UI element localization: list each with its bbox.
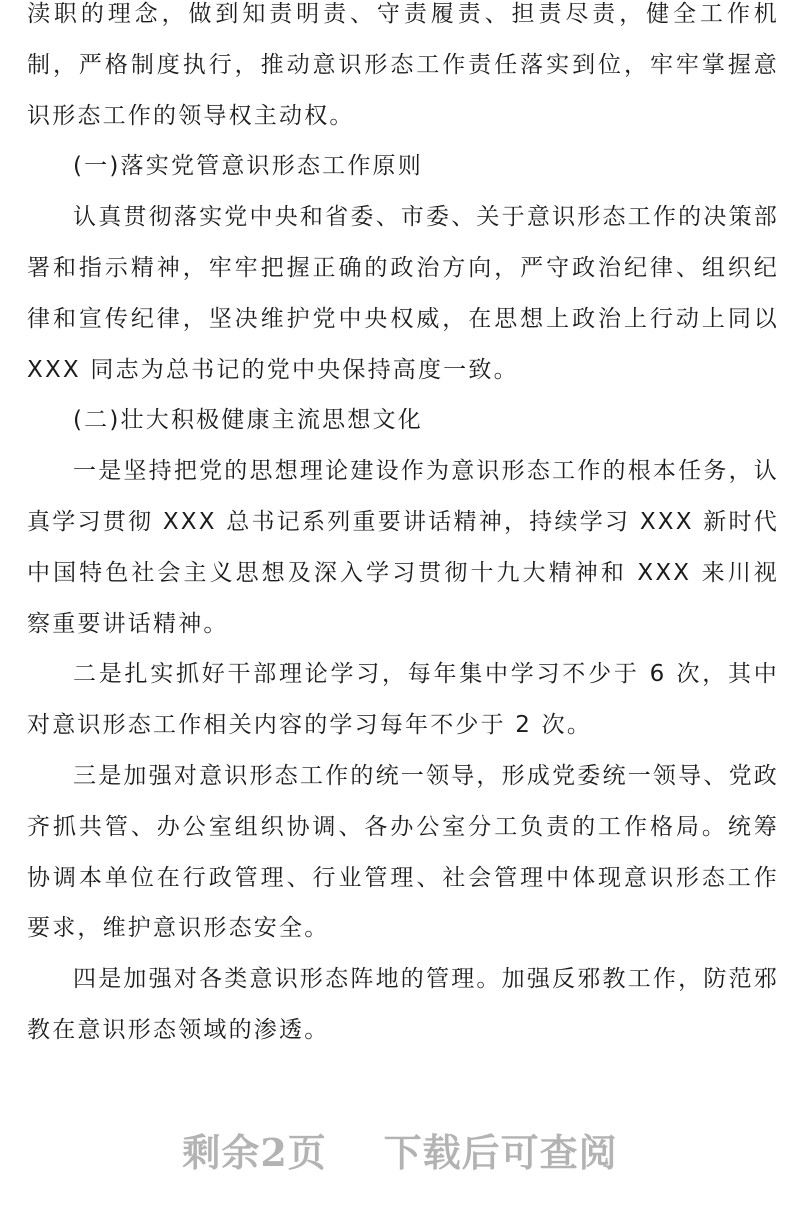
paragraph-point-3: 三是加强对意识形态工作的统一领导，形成党委统一领导、党政齐抓共管、办公室组织协调、各办公室分工负责的工作格局。统筹协调本单位在行政管理、行业管理、社会管理中体现意识形态工作要求，维护意识形态安全。	[27, 762, 779, 942]
paragraph-point-1: 一是坚持把党的思想理论建设作为意识形态工作的根本任务，认真学习贯彻 XXX 总书记系列重要讲话精神，持续学习 XXX 新时代中国特色社会主义思想及深入学习贯彻十九大精神和 XXX 来川视察重要讲话精神。	[27, 458, 779, 637]
remaining-pages-notice[interactable]: 剩余2页 下载后可查阅	[182, 1130, 618, 1175]
document-body	[27, 0, 779, 1056]
paragraph-continuation: 渎职的理念，做到知责明责、守责履责、担责尽责，健全工作机制，严格制度执行，推动意识形态工作责任落实到位，牢牢掌握意识形态工作的领导权主动权。	[27, 1, 779, 129]
paragraph-principle: 认真贯彻落实党中央和省委、市委、关于意识形态工作的决策部署和指示精神，牢牢把握正确的政治方向，严守政治纪律、组织纪律和宣传纪律，坚决维护党中央权威，在思想上政治上行动上同以 XXX 同志为总书记的党中央保持高度一致。	[27, 204, 779, 383]
section-heading-2: (二)壮大积极健康主流思想文化	[73, 407, 423, 434]
paragraph-point-4: 四是加强对各类意识形态阵地的管理。加强反邪教工作，防范邪教在意识形态领域的渗透。	[27, 966, 779, 1043]
section-heading-1: (一)落实党管意识形态工作原则	[73, 153, 423, 180]
paragraph-point-2: 二是扎实抓好干部理论学习，每年集中学习不少于 6 次，其中对意识形态工作相关内容的学习每年不少于 2 次。	[27, 661, 779, 739]
